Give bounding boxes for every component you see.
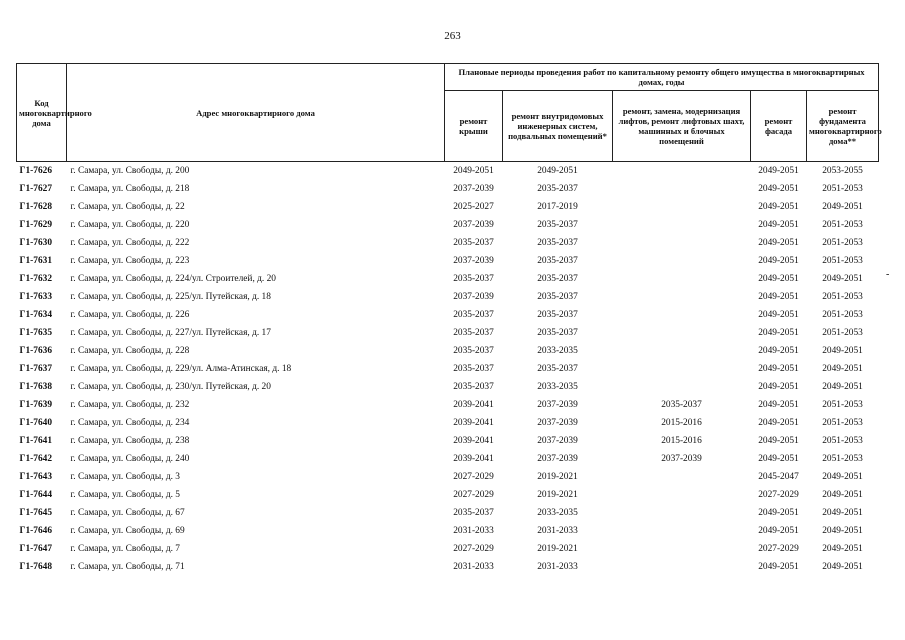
cell-foundation: 2051-2053 (822, 184, 863, 194)
cell-facade: 2049-2051 (758, 328, 799, 338)
cell-address: г. Самара, ул. Свободы, д. 224/ул. Строителей, д. 20 (70, 274, 276, 284)
cell-address: г. Самара, ул. Свободы, д. 234 (70, 418, 190, 428)
cell-foundation: 2051-2053 (822, 454, 863, 464)
cell-facade: 2027-2029 (758, 490, 799, 500)
cell-code: Г1-7644 (19, 490, 53, 500)
cell-lifts (613, 306, 751, 324)
cell-foundation: 2049-2051 (822, 544, 863, 554)
cell-facade: 2049-2051 (758, 310, 799, 320)
cell-foundation: 2051-2053 (822, 418, 863, 428)
table-row (17, 180, 879, 198)
cell-facade: 2049-2051 (758, 346, 799, 356)
cell-code: Г1-7630 (19, 238, 53, 248)
cell-systems: 2019-2021 (537, 544, 578, 554)
cell-lifts (613, 234, 751, 252)
cell-lifts (613, 540, 751, 558)
cell-lifts (613, 360, 751, 378)
table-row (17, 540, 879, 558)
cell-systems: 2033-2035 (537, 382, 578, 392)
cell-lifts (613, 324, 751, 342)
cell-systems: 2019-2021 (537, 490, 578, 500)
cell-address: г. Самара, ул. Свободы, д. 225/ул. Путейская, д. 18 (70, 292, 271, 302)
cell-facade: 2049-2051 (758, 166, 799, 176)
cell-lifts: 2037-2039 (661, 454, 702, 464)
cell-systems: 2035-2037 (537, 184, 578, 194)
cell-address: г. Самара, ул. Свободы, д. 67 (70, 508, 185, 518)
cell-systems: 2035-2037 (537, 328, 578, 338)
cell-systems: 2037-2039 (537, 454, 578, 464)
cell-facade: 2049-2051 (758, 382, 799, 392)
cell-systems: 2035-2037 (537, 364, 578, 374)
table-row (17, 558, 879, 576)
cell-foundation: 2049-2051 (822, 346, 863, 356)
cell-foundation: 2049-2051 (822, 202, 863, 212)
cell-foundation: 2051-2053 (822, 310, 863, 320)
table-row (17, 342, 879, 360)
cell-roof: 2035-2037 (453, 328, 494, 338)
cell-systems: 2035-2037 (537, 310, 578, 320)
cell-systems: 2037-2039 (537, 436, 578, 446)
table-row (17, 486, 879, 504)
cell-foundation: 2049-2051 (822, 562, 863, 572)
cell-roof: 2035-2037 (453, 274, 494, 284)
table-row (17, 378, 879, 396)
cell-lifts (613, 162, 751, 181)
cell-systems: 2033-2035 (537, 508, 578, 518)
cell-facade: 2049-2051 (758, 562, 799, 572)
cell-lifts (613, 216, 751, 234)
cell-systems: 2017-2019 (537, 202, 578, 212)
table-row (17, 234, 879, 252)
cell-roof: 2035-2037 (453, 364, 494, 374)
cell-systems: 2035-2037 (537, 256, 578, 266)
table-row (17, 522, 879, 540)
cell-facade: 2049-2051 (758, 400, 799, 410)
cell-foundation: 2049-2051 (822, 526, 863, 536)
table-row (17, 252, 879, 270)
cell-facade: 2049-2051 (758, 364, 799, 374)
cell-roof: 2037-2039 (453, 184, 494, 194)
cell-roof: 2027-2029 (453, 472, 494, 482)
cell-facade: 2045-2047 (758, 472, 799, 482)
table-row (17, 360, 879, 378)
cell-foundation: 2053-2055 (822, 166, 863, 176)
cell-code: Г1-7629 (19, 220, 53, 230)
cell-systems: 2035-2037 (537, 274, 578, 284)
cell-facade: 2049-2051 (758, 418, 799, 428)
cell-facade: 2049-2051 (758, 526, 799, 536)
cell-lifts (613, 198, 751, 216)
cell-facade: 2049-2051 (758, 256, 799, 266)
cell-code: Г1-7631 (19, 256, 53, 266)
cell-code: Г1-7647 (19, 544, 53, 554)
cell-code: Г1-7626 (19, 166, 53, 176)
cell-foundation: 2049-2051 (822, 472, 863, 482)
cell-lifts (613, 270, 751, 288)
cell-facade: 2027-2029 (758, 544, 799, 554)
table-row (17, 432, 879, 450)
cell-code: Г1-7627 (19, 184, 53, 194)
cell-code: Г1-7646 (19, 526, 53, 536)
cell-address: г. Самара, ул. Свободы, д. 228 (70, 346, 190, 356)
cell-facade: 2049-2051 (758, 454, 799, 464)
cell-roof: 2035-2037 (453, 508, 494, 518)
table-row (17, 270, 879, 288)
cell-address: г. Самара, ул. Свободы, д. 218 (70, 184, 190, 194)
cell-facade: 2049-2051 (758, 274, 799, 284)
cell-code: Г1-7641 (19, 436, 53, 446)
cell-address: г. Самара, ул. Свободы, д. 3 (70, 472, 180, 482)
cell-systems: 2033-2035 (537, 346, 578, 356)
header-address: Адрес многоквартирного дома (67, 64, 445, 162)
cell-code: Г1-7638 (19, 382, 53, 392)
cell-code: Г1-7642 (19, 454, 53, 464)
cell-systems: 2049-2051 (537, 166, 578, 176)
table-row (17, 216, 879, 234)
header-systems: ремонт внутридомовых инженерных систем, подвальных помещений* (503, 91, 613, 162)
cell-roof: 2027-2029 (453, 490, 494, 500)
cell-roof: 2027-2029 (453, 544, 494, 554)
cell-lifts: 2015-2016 (661, 418, 702, 428)
header-lifts: ремонт, замена, модернизация лифтов, ремонт лифтовых шахт, машинных и блочных помещений (613, 91, 751, 162)
cell-code: Г1-7628 (19, 202, 53, 212)
cell-lifts (613, 342, 751, 360)
table-row (17, 198, 879, 216)
cell-foundation: 2051-2053 (822, 436, 863, 446)
cell-address: г. Самара, ул. Свободы, д. 227/ул. Путейская, д. 17 (70, 328, 271, 338)
cell-address: г. Самара, ул. Свободы, д. 220 (70, 220, 190, 230)
cell-systems: 2037-2039 (537, 418, 578, 428)
cell-roof: 2035-2037 (453, 382, 494, 392)
cell-facade: 2049-2051 (758, 436, 799, 446)
page-number: 263 (444, 30, 461, 42)
cell-code: Г1-7635 (19, 328, 53, 338)
header-periods-group: Плановые периоды проведения работ по капитальному ремонту общего имущества в многоквартирных домах, годы (445, 64, 879, 91)
cell-code: Г1-7634 (19, 310, 53, 320)
cell-lifts (613, 180, 751, 198)
header-roof: ремонт крыши (445, 91, 503, 162)
table-row (17, 288, 879, 306)
cell-foundation: 2049-2051 (822, 364, 863, 374)
cell-foundation: 2051-2053 (822, 400, 863, 410)
cell-roof: 2035-2037 (453, 310, 494, 320)
header-code: Код многоквартирного дома (17, 64, 67, 162)
cell-roof: 2025-2027 (453, 202, 494, 212)
cell-facade: 2049-2051 (758, 220, 799, 230)
table-row (17, 414, 879, 432)
header-foundation: ремонт фундамента многоквартирного дома** (807, 91, 879, 162)
cell-address: г. Самара, ул. Свободы, д. 223 (70, 256, 190, 266)
cell-code: Г1-7640 (19, 418, 53, 428)
table-row (17, 162, 879, 181)
cell-roof: 2049-2051 (453, 166, 494, 176)
cell-lifts (613, 486, 751, 504)
cell-code: Г1-7636 (19, 346, 53, 356)
capital-repair-table (16, 63, 882, 576)
cell-code: Г1-7637 (19, 364, 53, 374)
cell-roof: 2037-2039 (453, 220, 494, 230)
cell-roof: 2039-2041 (453, 454, 494, 464)
cell-lifts (613, 378, 751, 396)
cell-address: г. Самара, ул. Свободы, д. 222 (70, 238, 190, 248)
cell-lifts: 2035-2037 (661, 400, 702, 410)
cell-facade: 2049-2051 (758, 184, 799, 194)
cell-lifts (613, 252, 751, 270)
cell-address: г. Самара, ул. Свободы, д. 238 (70, 436, 190, 446)
cell-roof: 2039-2041 (453, 436, 494, 446)
cell-address: г. Самара, ул. Свободы, д. 71 (70, 562, 185, 572)
cell-facade: 2049-2051 (758, 292, 799, 302)
cell-systems: 2019-2021 (537, 472, 578, 482)
cell-code: Г1-7639 (19, 400, 53, 410)
cell-systems: 2035-2037 (537, 238, 578, 248)
cell-foundation: 2049-2051 (822, 508, 863, 518)
cell-systems: 2035-2037 (537, 292, 578, 302)
cell-address: г. Самара, ул. Свободы, д. 69 (70, 526, 185, 536)
cell-roof: 2035-2037 (453, 238, 494, 248)
cell-systems: 2031-2033 (537, 562, 578, 572)
table-row (17, 504, 879, 522)
cell-lifts (613, 522, 751, 540)
cell-lifts (613, 468, 751, 486)
cell-systems: 2031-2033 (537, 526, 578, 536)
cell-code: Г1-7633 (19, 292, 53, 302)
cell-roof: 2039-2041 (453, 400, 494, 410)
cell-address: г. Самара, ул. Свободы, д. 22 (70, 202, 185, 212)
cell-address: г. Самара, ул. Свободы, д. 7 (70, 544, 180, 554)
cell-address: г. Самара, ул. Свободы, д. 5 (70, 490, 180, 500)
header-facade: ремонт фасада (751, 91, 807, 162)
cell-code: Г1-7643 (19, 472, 53, 482)
cell-foundation: 2051-2053 (822, 328, 863, 338)
cell-foundation: 2051-2053 (822, 292, 863, 302)
margin-mark: - (886, 269, 890, 280)
cell-address: г. Самара, ул. Свободы, д. 240 (70, 454, 190, 464)
cell-foundation: 2051-2053 (822, 220, 863, 230)
cell-foundation: 2049-2051 (822, 382, 863, 392)
cell-address: г. Самара, ул. Свободы, д. 200 (70, 166, 190, 176)
table-row (17, 324, 879, 342)
cell-foundation: 2049-2051 (822, 490, 863, 500)
cell-lifts (613, 504, 751, 522)
cell-code: Г1-7632 (19, 274, 53, 284)
cell-facade: 2049-2051 (758, 508, 799, 518)
cell-roof: 2031-2033 (453, 526, 494, 536)
cell-roof: 2037-2039 (453, 256, 494, 266)
cell-code: Г1-7648 (19, 562, 53, 572)
cell-roof: 2031-2033 (453, 562, 494, 572)
cell-address: г. Самара, ул. Свободы, д. 226 (70, 310, 190, 320)
cell-roof: 2035-2037 (453, 346, 494, 356)
cell-address: г. Самара, ул. Свободы, д. 232 (70, 400, 190, 410)
cell-facade: 2049-2051 (758, 202, 799, 212)
cell-systems: 2037-2039 (537, 400, 578, 410)
cell-systems: 2035-2037 (537, 220, 578, 230)
table-body (17, 162, 879, 577)
cell-lifts: 2015-2016 (661, 436, 702, 446)
cell-facade: 2049-2051 (758, 238, 799, 248)
cell-foundation: 2051-2053 (822, 256, 863, 266)
cell-roof: 2039-2041 (453, 418, 494, 428)
cell-address: г. Самара, ул. Свободы, д. 229/ул. Алма-Атинская, д. 18 (70, 364, 292, 374)
cell-foundation: 2051-2053 (822, 238, 863, 248)
cell-lifts (613, 288, 751, 306)
table-row (17, 306, 879, 324)
cell-roof: 2037-2039 (453, 292, 494, 302)
cell-foundation: 2049-2051 (822, 274, 863, 284)
table-row (17, 396, 879, 414)
cell-lifts (613, 558, 751, 576)
table-row (17, 450, 879, 468)
cell-address: г. Самара, ул. Свободы, д. 230/ул. Путейская, д. 20 (70, 382, 271, 392)
table-row (17, 468, 879, 486)
cell-code: Г1-7645 (19, 508, 53, 518)
